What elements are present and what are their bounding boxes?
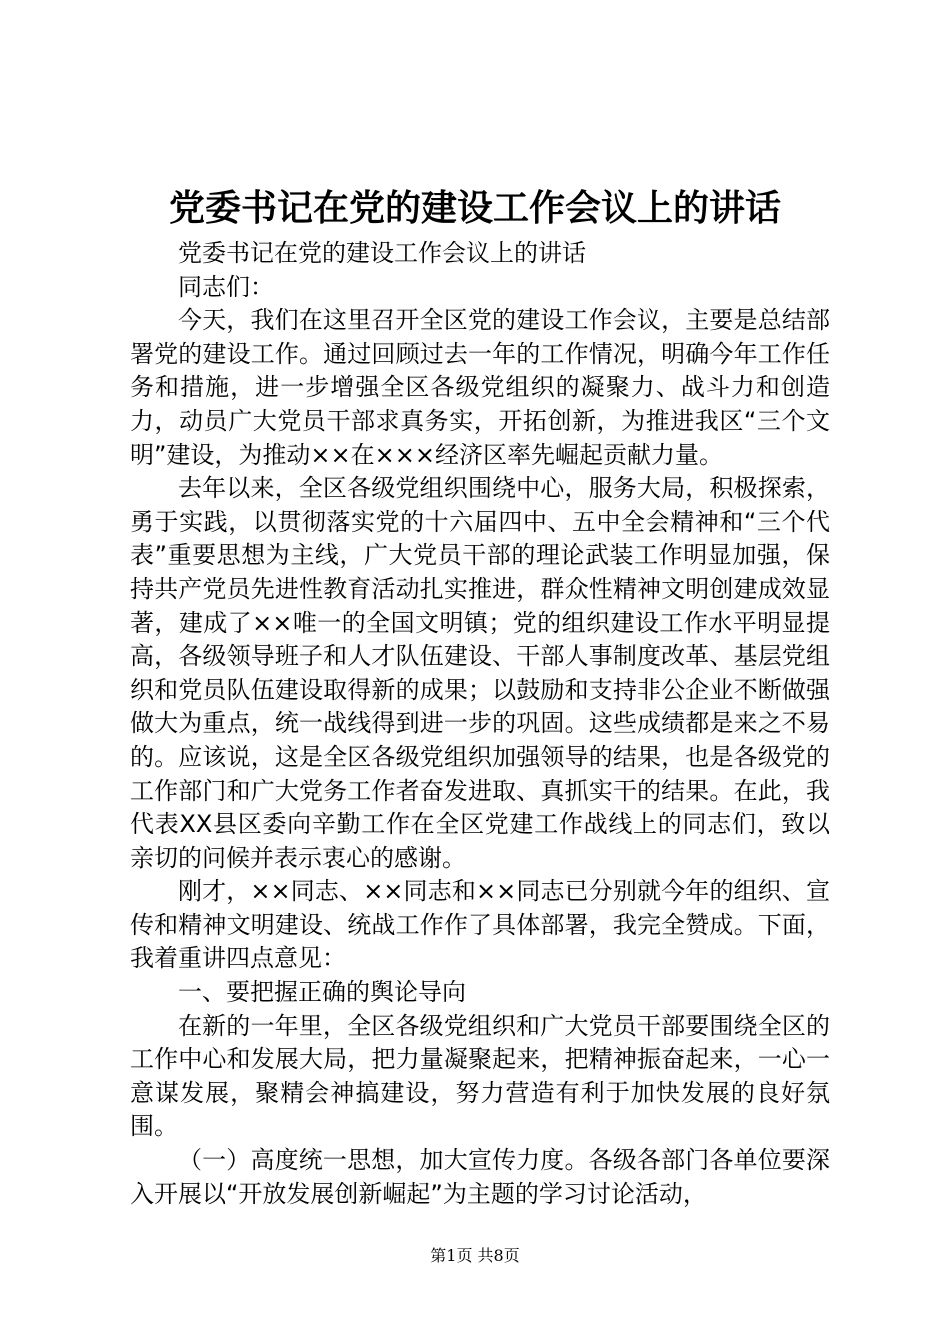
salutation-paragraph: 同志们：	[178, 272, 274, 301]
subtitle-paragraph: 党委书记在党的建设工作会议上的讲话	[178, 239, 586, 267]
body-paragraph: 刚才，××同志、××同志和××同志已分别就今年的组织、宣传和精神文明建设、统战工作作了具体部署，我完全赞成。下面，我着重讲四点意见：	[130, 877, 830, 973]
body-paragraph: （一）高度统一思想，加大宣传力度。各级各部门各单位要深入开展以“开放发展创新崛起”为主题的学习讨论活动，	[130, 1146, 830, 1208]
body-paragraph: 今天，我们在这里召开全区党的建设工作会议，主要是总结部署党的建设工作。通过回顾过去一年的工作情况，明确今年工作任务和措施，进一步增强全区各级党组织的凝聚力、战斗力和创造力，动员广大党员干部求真务实，开拓创新，为推进我区“三个文明”建设，为推动××在×××经济区率先崛起贡献力量。	[130, 306, 830, 469]
body-paragraph: 去年以来，全区各级党组织围绕中心，服务大局，积极探索，勇于实践，以贯彻落实党的十六届四中、五中全会精神和“三个代表”重要思想为主线，广大党员干部的理论武装工作明显加强，保持共产党员先进性教育活动扎实推进，群众性精神文明创建成效显著，建成了××唯一的全国文明镇；党的组织建设工作水平明显提高，各级领导班子和人才队伍建设、干部人事制度改革、基层党组织和党员队伍建设取得新的成果；以鼓励和支持非公企业不断做强做大为重点，统一战线得到进一步的巩固。这些成绩都是来之不易的。应该说，这是全区各级党组织加强领导的结果，也是各级党的工作部门和广大党务工作者奋发进取、真抓实干的结果。在此，我代表XX县区委向辛勤工作在全区党建工作战线上的同志们，致以亲切的问候并表示衷心的感谢。	[130, 474, 830, 872]
section-heading: 一、要把握正确的舆论导向	[178, 978, 466, 1007]
document-body	[130, 237, 830, 1211]
body-paragraph: 在新的一年里，全区各级党组织和广大党员干部要围绕全区的工作中心和发展大局，把力量凝聚起来，把精神振奋起来，一心一意谋发展，聚精会神搞建设，努力营造有利于加快发展的良好氛围。	[130, 1011, 830, 1141]
document-title: 党委书记在党的建设工作会议上的讲话	[168, 187, 781, 229]
page-number-footer: 第1页 共8页	[430, 1246, 520, 1265]
